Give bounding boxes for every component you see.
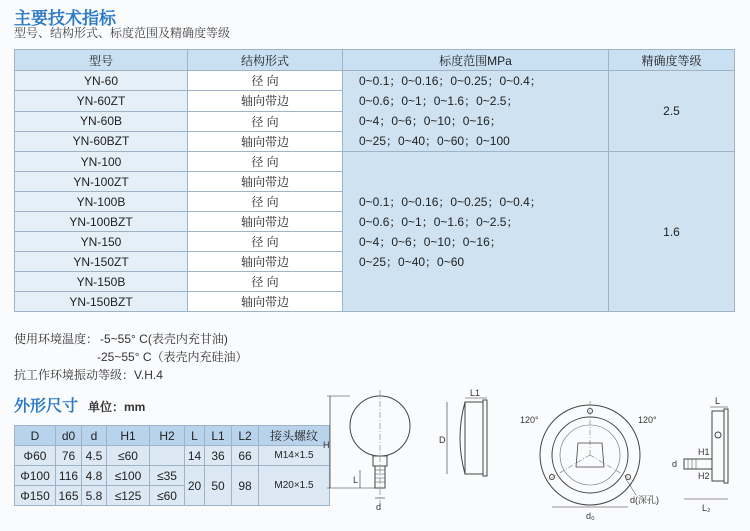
front-view-drawing — [320, 390, 415, 528]
dim-cell: 165 — [56, 486, 82, 506]
range-line: 0~0.6；0~1；0~1.6；0~2.5； — [359, 214, 519, 229]
model-cell: YN-150B — [15, 272, 188, 292]
model-cell: YN-100BZT — [15, 212, 188, 232]
page-heading: 主要技术指标 — [14, 9, 116, 28]
label-d0: d₀ — [586, 511, 595, 521]
dim-cell: ≤60 — [150, 486, 185, 506]
model-cell: YN-150 — [15, 232, 188, 252]
dim-cell: 5.8 — [82, 486, 107, 506]
dim-cell: Φ60 — [15, 446, 56, 466]
unit-label: 单位：mm — [88, 400, 146, 414]
vibration-level: 抗工作环境振动等级：V.H.4 — [14, 368, 163, 382]
label-L1: L1 — [470, 388, 481, 398]
dim-cell: 4.8 — [82, 466, 107, 486]
header-model: 型号 — [15, 50, 188, 71]
axial-side-drawing — [668, 395, 748, 525]
dim-cell: Φ150 — [15, 486, 56, 506]
range-cell — [343, 152, 609, 312]
header-structure: 结构形式 — [188, 50, 343, 71]
header-accuracy: 精确度等级 — [609, 50, 735, 71]
model-cell: YN-60ZT — [15, 91, 188, 111]
label-L2: L₂ — [702, 503, 711, 513]
dim-cell: M20×1.5 — [259, 466, 330, 506]
structure-cell: 径 向 — [188, 111, 343, 131]
label-H: H — [323, 440, 330, 450]
dim-cell: M14×1.5 — [259, 446, 330, 466]
structure-cell: 径 向 — [188, 71, 343, 91]
spec-header-row — [15, 50, 735, 71]
dim-header: L1 — [205, 426, 232, 446]
structure-cell: 径 向 — [188, 272, 343, 292]
dim-cell: 66 — [232, 446, 259, 466]
label-d: d — [376, 502, 382, 512]
dim-header: 接头螺纹 — [259, 426, 330, 446]
dim-cell: ≤125 — [107, 486, 150, 506]
label-d-axial: d — [672, 459, 678, 469]
label-H1: H1 — [698, 447, 710, 457]
dim-header: L2 — [232, 426, 259, 446]
structure-cell: 径 向 — [188, 152, 343, 172]
range-line: 0~25；0~40；0~60 — [359, 254, 465, 269]
dim-header-row — [15, 426, 330, 446]
accuracy-cell: 1.6 — [609, 152, 735, 312]
side-view-drawing — [425, 388, 500, 488]
table-row — [15, 152, 735, 172]
accuracy-cell: 2.5 — [609, 71, 735, 152]
structure-cell: 轴向带边 — [188, 131, 343, 151]
spec-table — [14, 49, 735, 312]
dim-cell: 36 — [205, 446, 232, 466]
structure-cell: 轴向带边 — [188, 172, 343, 192]
dim-cell: 76 — [56, 446, 82, 466]
dim-header: d — [82, 426, 107, 446]
dim-cell: ≤60 — [107, 446, 150, 466]
page-subheading: 型号、结构形式、标度范围及精确度等级 — [14, 26, 231, 40]
table-row — [15, 71, 735, 91]
structure-cell: 轴向带边 — [188, 292, 343, 312]
range-line: 0~4；0~6；0~10；0~16； — [359, 114, 502, 128]
temp-range-2: -25~55° C（表壳内充硅油） — [97, 350, 248, 364]
model-cell: YN-60BZT — [15, 131, 188, 151]
temp-range-1: -5~55° C(表壳内充甘油) — [100, 332, 228, 346]
label-H2: H2 — [698, 471, 710, 481]
dim-cell: 50 — [205, 466, 232, 506]
dimensions-heading: 外形尺寸 — [14, 398, 79, 415]
label-L: L — [353, 475, 359, 485]
model-cell: YN-150BZT — [15, 292, 188, 312]
dim-cell — [150, 446, 185, 466]
label-D: D — [439, 435, 446, 445]
dim-header: H2 — [150, 426, 185, 446]
dim-header: D — [15, 426, 56, 446]
dimension-table — [14, 425, 330, 506]
label-hole: d(深孔) — [630, 495, 659, 505]
temp-label: 使用环境温度： — [14, 332, 99, 346]
label-L-axial: L — [715, 396, 721, 406]
dim-cell: Φ100 — [15, 466, 56, 486]
structure-cell: 轴向带边 — [188, 91, 343, 111]
dim-cell: 14 — [185, 446, 205, 466]
structure-cell: 径 向 — [188, 192, 343, 212]
table-row — [15, 446, 330, 466]
label-angle-right: 120° — [638, 415, 657, 425]
dim-cell: ≤100 — [107, 466, 150, 486]
model-cell: YN-100 — [15, 152, 188, 172]
structure-cell: 轴向带边 — [188, 212, 343, 232]
back-flange-drawing — [518, 395, 668, 525]
label-angle-left: 120° — [520, 415, 539, 425]
range-line: 0~25；0~40；0~60；0~100 — [359, 134, 510, 148]
model-cell: YN-100B — [15, 192, 188, 212]
model-cell: YN-100ZT — [15, 172, 188, 192]
range-line: 0~4；0~6；0~10；0~16； — [359, 234, 502, 249]
dim-header: L — [185, 426, 205, 446]
structure-cell: 径 向 — [188, 232, 343, 252]
model-cell: YN-60 — [15, 71, 188, 91]
dim-cell: 4.5 — [82, 446, 107, 466]
range-cell — [343, 71, 609, 152]
dim-cell: ≤35 — [150, 466, 185, 486]
dim-header: H1 — [107, 426, 150, 446]
range-line: 0~0.1；0~0.16；0~0.25；0~0.4； — [359, 74, 542, 88]
dim-cell: 98 — [232, 466, 259, 506]
dim-cell: 116 — [56, 466, 82, 486]
dim-header: d0 — [56, 426, 82, 446]
range-line: 0~0.1；0~0.16；0~0.25；0~0.4； — [359, 194, 542, 209]
header-range: 标度范围MPa — [343, 50, 609, 71]
structure-cell: 轴向带边 — [188, 252, 343, 272]
table-row — [15, 466, 330, 486]
model-cell: YN-60B — [15, 111, 188, 131]
range-line: 0~0.6；0~1；0~1.6；0~2.5； — [359, 94, 519, 108]
model-cell: YN-150ZT — [15, 252, 188, 272]
dim-cell: 20 — [185, 466, 205, 506]
